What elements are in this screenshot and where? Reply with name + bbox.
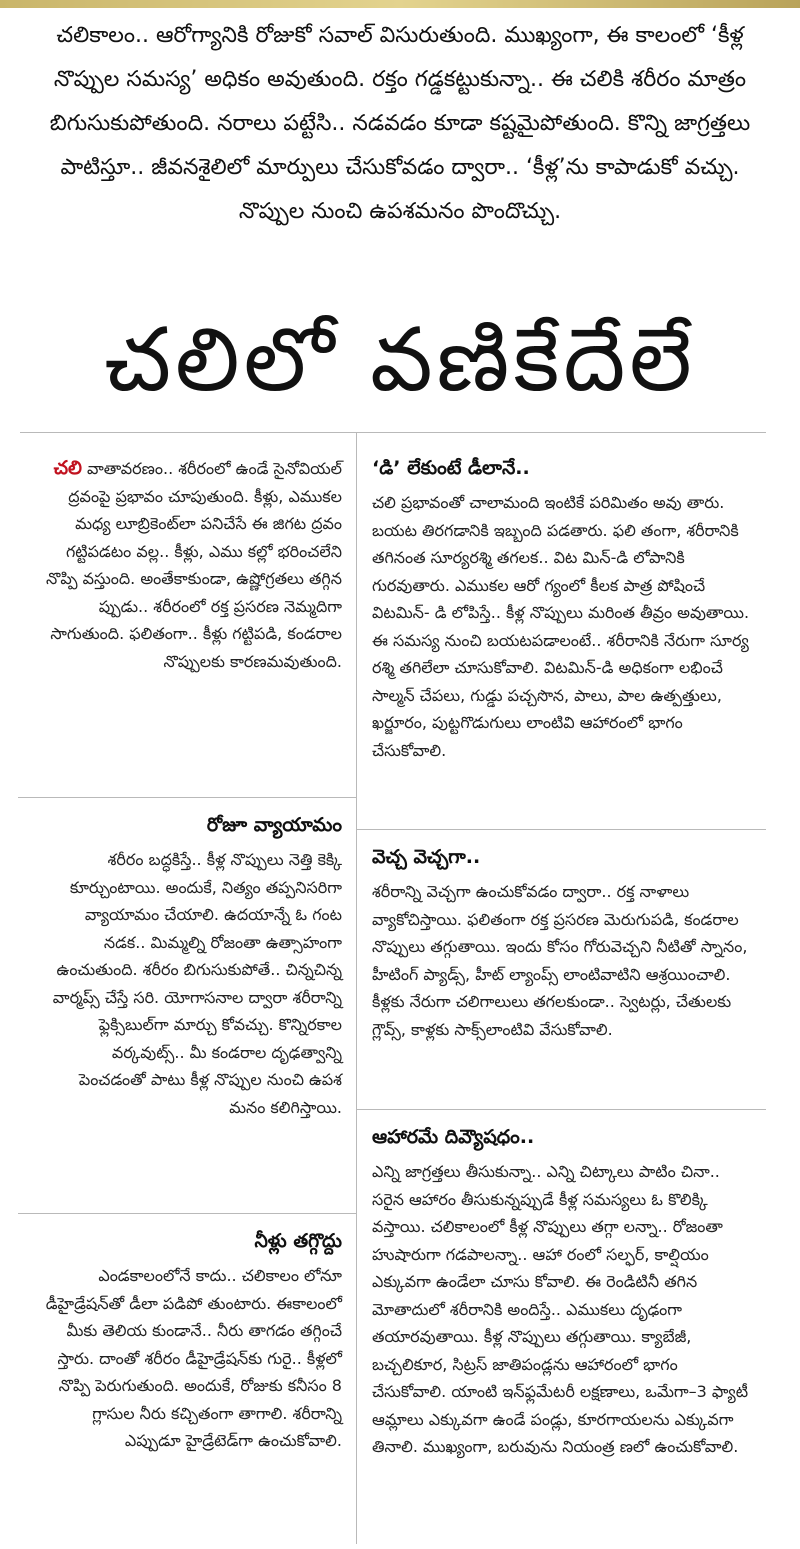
section-text-vitamin-d: చలి ప్రభావంతో చాలామంది ఇంటికే పరిమితం అవు తారు. బయట తిరగడానికి ఇబ్బంది పడతారు. ఫలి తంగా, శరీరానికి తగినంత సూర్యరశ్మి తగలక.. విట మిన్-డి లోపానికి గురవుతారు. ఎముకల ఆరో గ్యంలో కీలక పాత్ర పోషించే విటమిన్- డి లోపిస్తే.. కీళ్ల నొప్పులు మరింత తీవ్రం అవుతాయి. ఈ సమస్య నుంచి బయటపడాలంటే.. శరీరానికి నేరుగా సూర్య రశ్మి తగిలేలా చూసుకోవాలి. విటమిన్-డి అధికంగా లభించే సాల్మన్ చేపలు, గుడ్డు పచ్చసొన, పాలు, పాల ఉత్పత్తులు, ఖర్జూరం, పుట్టగొడుగులు లాంటివి ఆహారంలో భాగం చేసుకోవాలి.	[372, 493, 750, 760]
section-title-water: నీళ్లు తగ్గొద్దు	[254, 1230, 342, 1252]
right-section-rule-2	[357, 1109, 766, 1110]
section-title-exercise: రోజూ వ్యాయామం	[206, 814, 342, 836]
column-divider	[356, 432, 357, 1544]
lead-word: చలి	[53, 457, 82, 479]
top-color-band	[0, 0, 800, 8]
right-section-rule-1	[357, 829, 766, 830]
section-text-exercise: శరీరం బద్ధకిస్తే.. కీళ్ల నొప్పులు నెత్తి కెక్కి కూర్చుంటాయి. అందుకే, నిత్యం తప్పనిసరిగా వ్యాయామం చేయాలి. ఉదయాన్నే ఓ గంట నడక.. మిమ్మల్ని రోజంతా ఉత్సాహంగా ఉంచుతుంది. శరీరం బిగుసుకుపోతే.. చిన్నచిన్న వార్మప్స్ చేస్తే సరి. యోగాసనాల ద్వారా శరీరాన్ని ఫ్లెక్సిబుల్‌గా మార్చు కోవచ్చు. కొన్నిరకాల వర్కవుట్స్.. మీ కండరాల దృఢత్వాన్ని పెంచడంతో పాటు కీళ్ల నొప్పుల నుంచి ఉపశ మనం కలిగిస్తాయి.	[52, 850, 342, 1117]
section-text-warmth: శరీరాన్ని వెచ్చగా ఉంచుకోవడం ద్వారా.. రక్త నాళాలు వ్యాకోచిస్తాయి. ఫలితంగా రక్త ప్రసరణ మెరుగుపడి, కండరాల నొప్పులు తగ్గుతాయి. ఇందు కోసం గోరువెచ్చని నీటితో స్నానం, హీటింగ్ ప్యాడ్స్, హీట్ ల్యాంప్స్ లాంటివాటిని ఆశ్రయించాలి. కీళ్లకు నేరుగా చలిగాలులు తగలకుండా.. స్వెటర్లు, చేతులకు గ్లౌవ్స్, కాళ్లకు సాక్స్‌లాంటివి వేసుకోవాలి.	[372, 882, 748, 1039]
left-intro-text: వాతావరణం.. శరీరంలో ఉండే సైనోవియల్ ద్రవంపై ప్రభావం చూపుతుంది. కీళ్లు, ఎముకల మధ్య లూబ్రికెంట్‌లా పనిచేసే ఈ జిగట ద్రవం గట్టిపడటం వల్ల.. కీళ్లు, ఎము కల్లో భరించలేని నొప్పి వస్తుంది. అంతేకాకుండా, ఉష్ణోగ్రతలు తగ్గిన ప్పుడు.. శరీరంలో రక్త ప్రసరణ నెమ్మదిగా సాగుతుంది. ఫలితంగా.. కీళ్లు గట్టిపడి, కండరాల నొప్పులకు కారణమవుతుంది.	[46, 459, 342, 671]
section-title-vitamin-d: ‘డి’ లేకుంటే డీలానే..	[372, 457, 530, 479]
section-title-diet: ఆహారమే దివ్యౌషధం..	[372, 1126, 535, 1148]
left-section-rule-1	[18, 797, 356, 798]
headline-rule	[20, 432, 766, 433]
section-title-warmth: వెచ్చ వెచ్చగా..	[372, 846, 481, 868]
article-headline: చలిలో వణికేదేలే	[104, 308, 696, 411]
section-text-diet: ఎన్ని జాగ్రత్తలు తీసుకున్నా.. ఎన్ని చిట్కాలు పాటిం చినా.. సరైన ఆహారం తీసుకున్నప్పుడే కీళ్ల సమస్యలు ఓ కొలిక్కి వస్తాయి. చలికాలంలో కీళ్ల నొప్పులు తగ్గా లన్నా.. రోజంతా హుషారుగా గడపాలన్నా.. ఆహా రంలో సల్ఫర్, కాల్షియం ఎక్కువగా ఉండేలా చూసు కోవాలి. ఈ రెండిటినీ తగిన మోతాదులో శరీరానికి అందిస్తే.. ఎముకలు దృఢంగా తయారవుతాయి. కీళ్ల నొప్పులు తగ్గుతాయి. క్యాబేజీ, బచ్చలికూర, సిట్రస్ జాతిపండ్లను ఆహారంలో భాగం చేసుకోవాలి. యాంటి ఇన్‌ఫ్లమేటరీ లక్షణాలు, ఒమేగా–3 ఫ్యాటీ ఆమ్లాలు ఎక్కువగా ఉండే పండ్లు, కూరగాయలను ఎక్కువగా తినాలి. ముఖ్యంగా, బరువును నియంత్ర ణలో ఉంచుకోవాలి.	[372, 1162, 749, 1456]
intro-paragraph: చలికాలం.. ఆరోగ్యానికి రోజుకో సవాల్ విసురుతుంది. ముఖ్యంగా, ఈ కాలంలో ‘కీళ్ల నొప్పుల సమస్య’ అధికం అవుతుంది. రక్తం గడ్డకట్టుకున్నా.. ఈ చలికి శరీరం మాత్రం బిగుసుకుపోతుంది. నరాలు పట్టేసి.. నడవడం కూడా కష్టమైపోతుంది. కొన్ని జాగ్రత్తలు పాటిస్తూ.. జీవనశైలిలో మార్పులు చేసుకోవడం ద్వారా.. ‘కీళ్ల’ను కాపాడుకో వచ్చు. నొప్పుల నుంచి ఉపశమనం పొందొచ్చు.	[49, 23, 751, 224]
left-section-rule-2	[18, 1213, 356, 1214]
left-intro-paragraph	[42, 455, 342, 675]
section-text-water: ఎండకాలంలోనే కాదు.. చలికాలం లోనూ డీహైడ్రేషన్‌తో డీలా పడిపో తుంటారు. ఈకాలంలో మీకు తెలియ కుండానే.. నీరు తాగడం తగ్గించే స్తారు. దాంతో శరీరం డీహైడ్రేషన్‌కు గురై.. కీళ్లలో నొప్పి పెరుగుతుంది. అందుకే, రోజుకు కనీసం 8 గ్లాసుల నీరు కచ్చితంగా తాగాలి. శరీరాన్ని ఎప్పుడూ హైడ్రేటెడ్‌గా ఉంచుకోవాలి.	[45, 1266, 342, 1450]
